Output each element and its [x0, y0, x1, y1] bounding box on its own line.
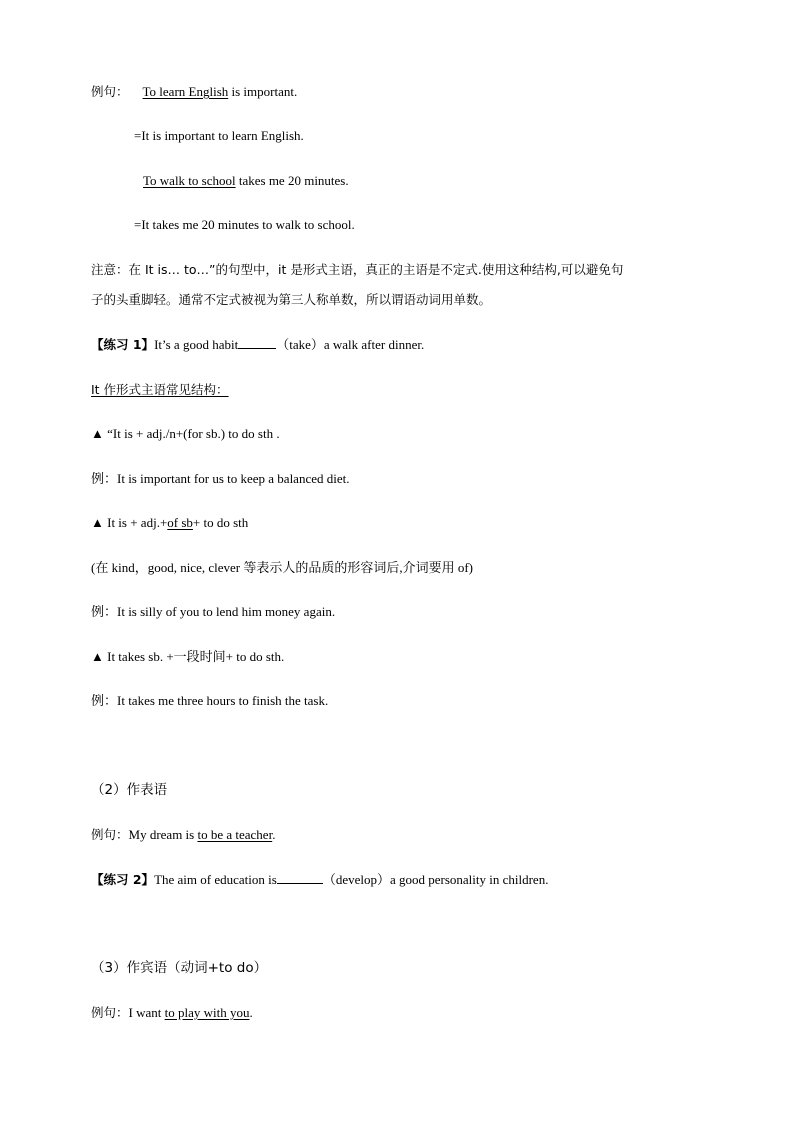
section-3-example: [91, 1004, 253, 1022]
note-line-1: 注意：在 It is… to…”的句型中，it 是形式主语，真正的主语是不定式.使用这种结构,可以避免句: [91, 262, 624, 277]
practice-text-after: （develop）a good personality in children.: [322, 872, 549, 887]
practice-1: [91, 336, 424, 354]
structure-text-after: + to do sth: [192, 515, 249, 530]
structure-2: [91, 514, 248, 532]
example-label: 例句：: [91, 84, 129, 99]
sentence-rest: takes me 20 minutes.: [235, 173, 349, 188]
equivalent-line-2: =It takes me 20 minutes to walk to school.: [134, 217, 355, 232]
example-text-before: My dream is: [128, 827, 198, 842]
underlined-predicative: to be a teacher: [197, 827, 273, 842]
structure-1-example: 例：It is important for us to keep a balanced diet.: [91, 471, 350, 486]
section-3-heading: [91, 959, 267, 977]
structure-3-example: 例：It takes me three hours to finish the task.: [91, 693, 329, 708]
practice-label: 【练习 1】: [91, 337, 155, 352]
section-3-heading-text: （3）作宾语（动词+to do）: [91, 960, 268, 976]
structure-2-example: 例：It is silly of you to lend him money again.: [91, 604, 336, 619]
answer-blank[interactable]: [277, 871, 323, 884]
note-line-2: 子的头重脚轻。通常不定式被视为第三人称单数，所以谓语动词用单数。: [91, 292, 492, 307]
practice-2: [91, 871, 548, 889]
structures-heading: It 作形式主语常见结构：: [91, 382, 229, 397]
practice-label: 【练习 2】: [91, 872, 155, 887]
example-label: 例句：: [91, 827, 129, 842]
underlined-of-sb: of sb: [167, 515, 193, 530]
answer-blank[interactable]: [238, 336, 276, 349]
underlined-subject: To learn English: [142, 84, 229, 99]
practice-text-after: （take）a walk after dinner.: [276, 337, 425, 352]
section-2-heading: （2）作表语: [91, 782, 168, 798]
practice-text-before: It’s a good habit: [154, 337, 239, 352]
equivalent-line-1: =It is important to learn English.: [134, 128, 304, 143]
structure-3: ▲ It takes sb. +一段时间+ to do sth.: [91, 649, 285, 664]
underlined-object: to play with you: [164, 1005, 250, 1020]
structure-2-note: (在 kind，good, nice, clever 等表示人的品质的形容词后,介词要用 of): [91, 560, 474, 575]
structure-1: ▲ “It is + adj./n+(for sb.) to do sth .: [91, 426, 280, 441]
structure-text-before: ▲ It is + adj.+: [91, 515, 168, 530]
underlined-subject: To walk to school: [143, 173, 236, 188]
example-text-after: .: [272, 827, 276, 842]
example-label: 例句：: [91, 1005, 129, 1020]
example-line-2: [143, 172, 349, 190]
practice-text-before: The aim of education is: [154, 872, 277, 887]
example-text-after: .: [249, 1005, 253, 1020]
example-line-1: [91, 83, 297, 101]
section-2-example: [91, 826, 275, 844]
example-text-before: I want: [128, 1005, 165, 1020]
sentence-rest: is important.: [228, 84, 298, 99]
